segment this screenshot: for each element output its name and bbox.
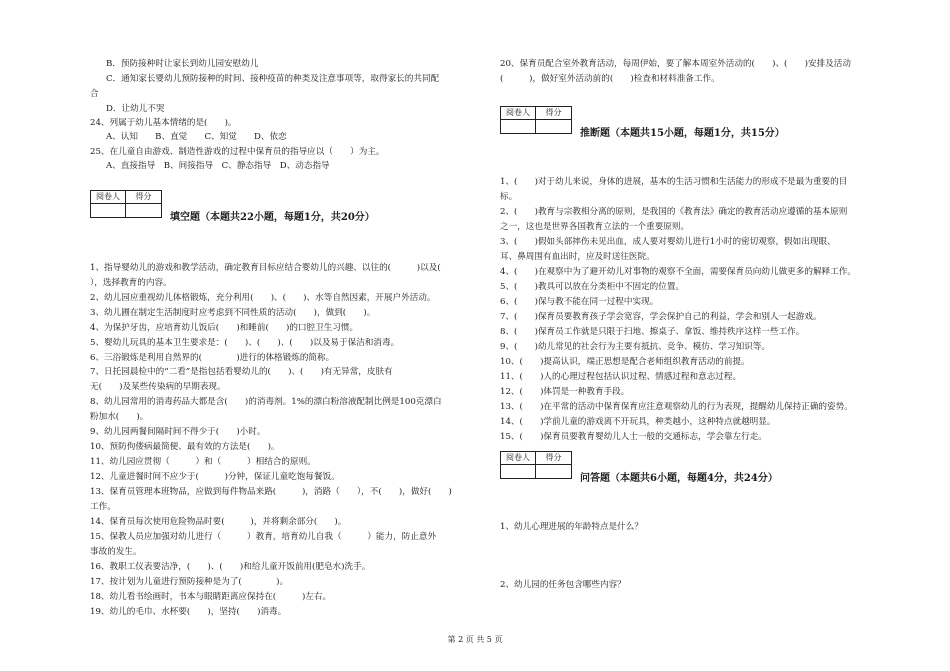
score-label: 得分: [536, 452, 571, 465]
fill-item: 16、教职工仪表要洁净，( )、( )和给儿童开饭前用(肥皂水)洗手。: [90, 562, 371, 572]
fill-item: 18、幼儿看书绘画时，书本与眼睛距离应保持在( )左右。: [90, 592, 332, 602]
reviewer-cell: [501, 120, 536, 133]
score-label: 得分: [536, 107, 571, 120]
fill-item: 12、儿童进餐时间不应少于( )分钟，保证儿童吃饱每餐饭。: [90, 472, 340, 482]
judge-item: 12、( )体罚是一种教育手段。: [500, 387, 630, 397]
fill-item: 17、按计划为儿童进行预防接种是为了( )。: [90, 577, 289, 587]
judge-item: 15、( )保育员要教育婴幼儿人士一般的交通标志，学会靠左行走。: [500, 432, 767, 442]
section-title-qa: 问答题（本题共6小题，每题4分，共24分）: [580, 473, 778, 484]
fill-item: 19、幼儿的毛巾、水杯要( )，坚持( )消毒。: [90, 607, 287, 617]
judge-item: 10、( )提高认识，端正思想是配合老师组织教育活动的前提。: [500, 357, 750, 367]
fill-item: 15、保教人员应加强对幼儿进行（ ）教育，培育幼儿自我（ ）能力，防止意外: [90, 532, 437, 542]
fill-item: 2、幼儿园应重视幼儿体格锻炼，充分利用( )、( )、水等自然因素，开展户外活动。: [90, 293, 436, 303]
score-cell: [126, 204, 161, 217]
judge-item: 1、( )对于幼儿来说，身体的进展，基本的生活习惯和生活能力的形成不是最为重要的目: [500, 177, 848, 187]
score-label: 得分: [126, 191, 161, 204]
page-footer: 第 2 页 共 5 页: [447, 635, 503, 644]
fill-item: 1、指导婴幼儿的游戏和教学活动，确定教育目标应结合婴幼儿的兴趣、以往的( )以及(: [90, 263, 441, 273]
fill-item: ），选择教育的内容。: [90, 278, 172, 288]
judge-item: 6、( )保与教不能在同一过程中实现。: [500, 297, 659, 307]
judge-item: 标。: [500, 192, 518, 202]
qa-item: 1、幼儿心理进展的年龄特点是什么？: [500, 522, 643, 532]
section-title-judge: 推断题（本题共15小题，每题1分，共15分）: [580, 128, 785, 139]
option-c: C．通知家长婴幼儿预防接种的时间、接种疫苗的种类及注意事项等，取得家长的共同配: [106, 74, 440, 84]
qa-item: 2、幼儿园的任务包含哪些内容？: [500, 580, 626, 590]
judge-item: 耳、鼻周围有血出时，应及时送往医院。: [500, 252, 655, 262]
fill-item: 11、幼儿园应贯彻（ ）和（ ）相结合的原则。: [90, 457, 316, 467]
option-b: B．预防接种时让家长到幼儿园安慰幼儿: [106, 59, 259, 69]
question-24-options: A、认知 B、直觉 C、知觉 D、依恋: [106, 132, 287, 142]
judge-item: 13、( )在平常的活动中保育保育应注意观察幼儿的行为表现，提醒幼儿保持正确的姿势。: [500, 402, 853, 412]
reviewer-cell: [501, 465, 536, 478]
fill-item: 粉加水( )。: [90, 412, 149, 422]
score-cell: [536, 120, 571, 133]
question-24: 24、列属于幼儿基本情绪的是( )。: [90, 118, 237, 128]
reviewer-label: 阅卷人: [501, 107, 536, 120]
fill-item: 4、为保护牙齿，应培育幼儿饭后( )和睡前( )的口腔卫生习惯。: [90, 323, 359, 333]
judge-item: 9、( )幼儿常见的社会行为主要有抵抗、竞争、模仿、学习知识等。: [500, 342, 770, 352]
fill-item-20: 20、保育员配合室外教育活动，每周伊始，要了解本周室外活动的( )、( )安排及活动: [500, 59, 851, 69]
score-box: [500, 106, 572, 134]
question-25: 25、在儿童自由游戏、制造性游戏的过程中保育员的指导应以（ ）为主。: [90, 147, 385, 157]
score-cell: [536, 465, 571, 478]
reviewer-cell: [91, 204, 126, 217]
fill-item: 无( )及某些传染病的早期表现。: [90, 382, 226, 392]
fill-item: 工作。: [90, 502, 116, 512]
judge-item: 8、( )保育员工作就是只限于扫地、擦桌子、拿饭、维持秩序这样一些工作。: [500, 327, 805, 337]
fill-item: 13、保育员管理本班物品，应做到每件物品来路( )，消路（ ），不( )，做好( ): [90, 487, 452, 497]
question-25-options: A、直接指导 B、间接指导 C、静态指导 D、动态指导: [106, 161, 330, 171]
option-d: D．让幼儿不哭: [106, 104, 165, 114]
option-c-cont: 合: [90, 89, 99, 99]
judge-item: 5、( )教具可以放在分类柜中不固定的位置。: [500, 282, 685, 292]
fill-item: 事故的发生。: [90, 547, 142, 557]
judge-item: 4、( )在观察中为了避开幼儿对事物的观察不全面，需要保育员向幼儿做更多的解释工作。: [500, 267, 856, 277]
judge-item: 11、( )人的心理过程包括认识过程、情感过程和意志过程。: [500, 372, 742, 382]
judge-item: 2、( )教育与宗教相分离的原则，是我国的《教育法》确定的教育活动应遵循的基本原则: [500, 207, 848, 217]
fill-item: 7、日托园晨检中的“二看”是指包括看婴幼儿的( )、( )有无异常，皮肤有: [90, 367, 393, 377]
section-title-fill: 填空题（本题共22小题，每题1分，共20分）: [170, 212, 375, 223]
fill-item: 3、幼儿圃在制定生活制度时应考虑到不同性质的活动( )，做到( )。: [90, 308, 376, 318]
fill-item-20-cont: ( )，做好室外活动前的( )检查和材料准备工作。: [500, 74, 720, 84]
fill-item: 6、三浴锻炼是利用自然界的( )进行的体格锻炼的简称。: [90, 353, 335, 363]
fill-item: 9、幼儿园两餐间隔时间不得少于( )小时。: [90, 427, 266, 437]
judge-item: 3、( )假如头部摔伤未见出血，成人要对婴幼儿进行1小时的密切观察，假如出现眼、: [500, 237, 836, 247]
fill-item: 10、预防佝偻病最简便、最有效的方法是( )。: [90, 442, 280, 452]
judge-item: 之一，这也是世界各国教育立法的一个重要原则。: [500, 222, 690, 232]
fill-item: 14、保育员每次使用危险物品时要( )，并将剩余部分( )。: [90, 517, 347, 527]
fill-item: 8、幼儿园常用的消毒药品大都是含( )的消毒剂。1%的漂白粉溶液配制比例是100克漂白: [90, 397, 442, 407]
reviewer-label: 阅卷人: [501, 452, 536, 465]
score-box: [90, 190, 162, 218]
score-box: [500, 451, 572, 479]
judge-item: 7、( )保育员要教育孩子学会宽容，学会保护自己的利益，学会和别人一起游戏。: [500, 312, 822, 322]
judge-item: 14、( )学前儿童的游戏离不开玩具，种类越小，这种特点就越明显。: [500, 417, 776, 427]
fill-item: 5、婴幼儿玩具的基本卫生要求是：( )、( )、( )以及易于保洁和消毒。: [90, 338, 400, 348]
reviewer-label: 阅卷人: [91, 191, 126, 204]
